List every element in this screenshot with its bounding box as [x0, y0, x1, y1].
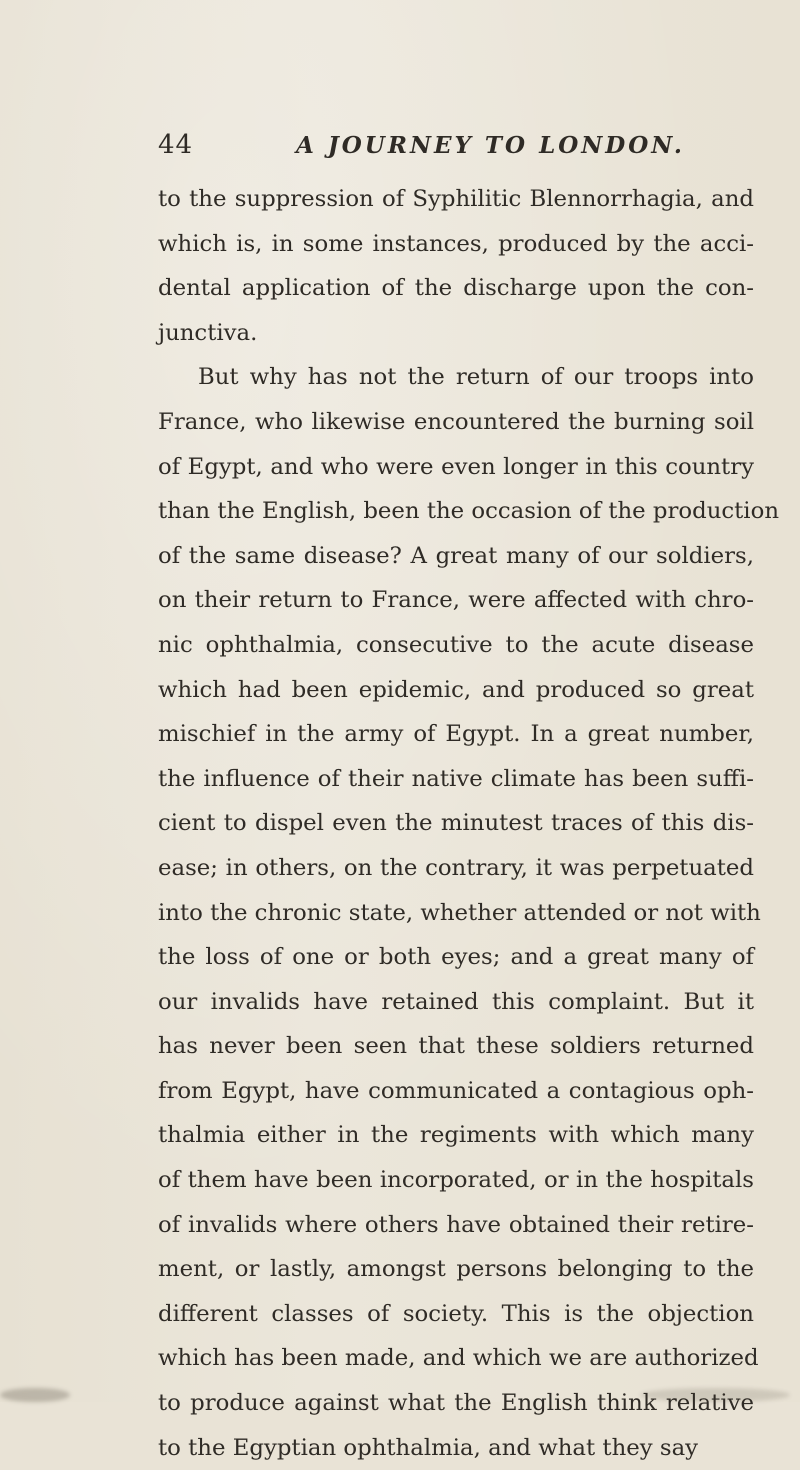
text-line: nic ophthalmia, consecutive to the acute disease	[158, 631, 754, 658]
text-line: mischief in the army of Egypt. In a great number,	[158, 721, 754, 748]
text-line: into the chronic state, whether attended or not with	[158, 899, 761, 926]
text-line: has never been seen that these soldiers returned	[158, 1033, 754, 1060]
text-line: from Egypt, have communicated a contagious oph-	[158, 1077, 754, 1104]
text-line: on their return to France, were affected with chro-	[158, 587, 754, 614]
text-line: than the English, been the occasion of the production	[158, 498, 780, 525]
text-line: to the Egyptian ophthalmia, and what they say	[158, 1434, 699, 1461]
text-line: France, who likewise encountered the burning soil	[158, 408, 754, 435]
text-line: ment, or lastly, amongst persons belonging to the	[158, 1256, 754, 1283]
text-line: of Egypt, and who were even longer in this country	[158, 453, 754, 480]
text-line: ease; in others, on the contrary, it was perpetuated	[158, 854, 754, 881]
text-line: which had been epidemic, and produced so great	[158, 676, 754, 703]
page-edge-smudge	[640, 1388, 790, 1402]
text-line: the influence of their native climate has been suffi-	[158, 765, 754, 792]
page-number: 44	[158, 130, 194, 160]
text-line: But why has not the return of our troops into	[198, 364, 754, 391]
running-head: A JOURNEY TO LONDON.	[296, 132, 685, 159]
page-header	[158, 130, 728, 170]
text-line: to the suppression of Syphilitic Blennorrhagia, and	[158, 186, 754, 212]
text-line: thalmia either in the regiments with which many	[158, 1122, 754, 1149]
text-line: cient to dispel even the minutest traces of this dis-	[158, 810, 754, 837]
text-line: of them have been incorporated, or in the hospitals	[158, 1167, 754, 1194]
text-line: of invalids where others have obtained their retire-	[158, 1211, 754, 1238]
text-line: which is, in some instances, produced by the acci-	[158, 230, 754, 257]
text-line: different classes of society. This is the objection	[158, 1300, 754, 1327]
text-line: junctiva.	[158, 319, 258, 346]
body-text	[158, 177, 780, 1470]
text-line: to produce against what the English think relative	[158, 1390, 754, 1417]
text-line: our invalids have retained this complaint. But it	[158, 988, 754, 1015]
text-line: the loss of one or both eyes; and a great many of	[158, 944, 754, 971]
text-line: dental application of the discharge upon the con-	[158, 275, 754, 302]
text-line: of the same disease? A great many of our soldiers,	[158, 542, 754, 569]
text-line: which has been made, and which we are authorized	[158, 1345, 759, 1372]
page-edge-smudge	[0, 1388, 70, 1402]
